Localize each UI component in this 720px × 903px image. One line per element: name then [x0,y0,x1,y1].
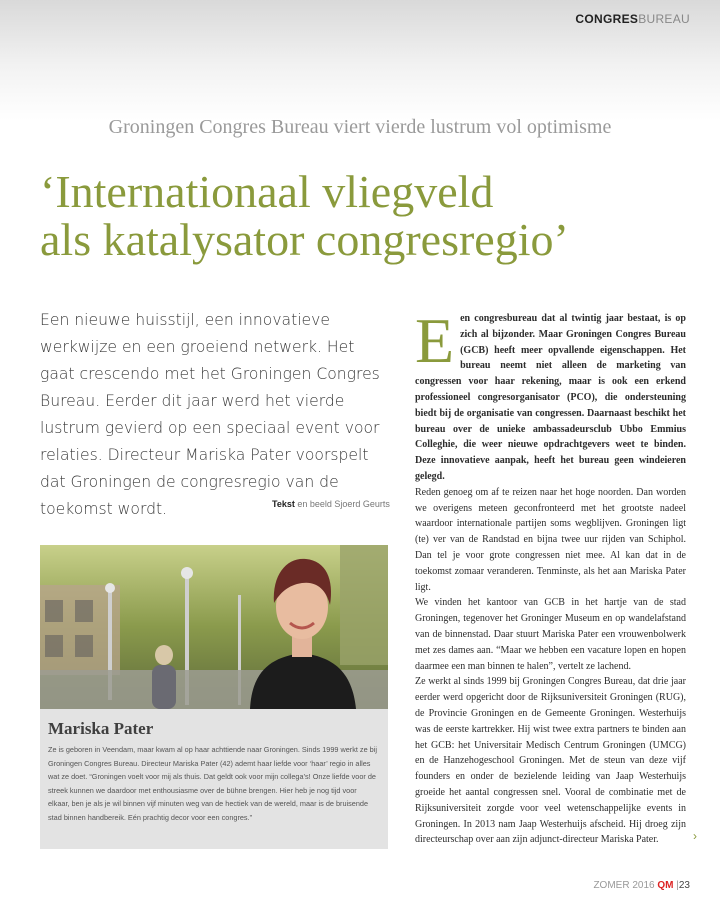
article-column [415,305,686,848]
brand-part2: BUREAU [638,12,690,26]
page-number: 23 [678,880,690,891]
brand-logo [575,12,690,26]
magazine-logo [657,880,673,891]
portrait-illustration [40,545,388,709]
caption-text: Ze is geboren in Veendam, maar kwam al op haar achttiende naar Groningen. Sinds 1999 werkt ze bij Groningen Congres Bureau. Directeur Mariska Pater (42) ademt haar liefde voor ‘haar’ regio in alles wat ze doet. “Groningen voelt voor mij als thuis. Dat geldt ook voor mijn collega’s! Onze liefde voor de streek kunnen we daardoor met enthousiasme over de bühne brengen. Hier heb je nog tijd voor elkaar, ben je als je wil binnen vijf minuten weg van de hectiek van de wereld, maar is de bruisende stad binnen handbereik. Eén prachtig decor voor een congres.” [48,745,377,822]
headline [40,168,700,264]
lead-text: en congresbureau dat al twintig jaar bestaat, is op zich al bijzonder. Maar Groningen Congres Bureau (GCB) heeft meer opvallende eigenschappen. Het bureau neemt niet alleen de marketing van congressen voor haar rekening, maar is ook een erkend professioneel congresorganisator (PCO), die ondersteuning biedt bij de organisatie van congressen. Daarnaast beschikt het bureau over de unieke ambassadeursclub Ubbo Emmius Colleghie, die weer nieuwe opdrachtgevers weet te binden. Deze innovatieve aanpak, heeft het bureau geen windeieren gelegd. [415,313,686,482]
headline-line1: ‘Internationaal vliegveld [40,166,494,217]
credit-label: Tekst [272,499,295,509]
article-paragraph-1: Reden genoeg om af te reizen naar het hoge noorden. Dan worden we overigens meteen geconfronteerd met het grootste nadeel waardoor internationale partijen soms wegblijven. Groningen ligt (te) ver van de Randstad en bijna twee uur rijden van Schiphol. Dan tel je voor grote congressen niet mee. Al kan dat in de toekomst zomaar veranderen. Tenminste, als het aan Mariska Pater ligt. [415,486,686,593]
intro-paragraph: Een nieuwe huisstijl, een innovatieve werkwijze en een groeiend netwerk. Het gaat crescendo met het Groningen Congres Bureau. Eerder dit jaar werd het vierde lustrum gevierd op een speciaal event voor relaties. Directeur Mariska Pater voorspelt dat Groningen de congresregio van de toekomst wordt. [40,311,380,518]
credit-text: en beeld Sjoerd Geurts [294,499,390,509]
brand-part1: CONGRES [575,12,639,26]
lead-paragraph [415,305,686,485]
article-paragraph-3: Ze werkt al sinds 1999 bij Groningen Congres Bureau, dat drie jaar eerder werd opgericht door de Rijksuniversiteit Groningen (RUG), de Provincie Groningen en de Gemeente Groningen. Westerhuijs was de eerste kartrekker. Hij wist twee extra partners te binden aan het GCB: het Universitair Medisch Centrum Groningen (UMCG) en de Hanzehogeschool Groningen. Met de steun van deze vijf founders en onder de bezielende leiding van Jaap Westerhuijs groeide het aantal congressen snel. Vooral de combinatie met de Rijksuniversiteit zorgde voor veel wetenschappelijke events in Groningen. In 2013 nam Jaap Westerhuijs afscheid. Hij droeg zijn directeurschap over aan zijn adjunct-directeur Mariska Pater. [415,676,686,846]
continue-arrow-icon: › [693,829,697,843]
photo-credit [272,499,390,509]
caption-name: Mariska Pater [48,719,154,738]
headline-line2: als katalysator congresregio’ [40,214,569,265]
photo-caption [40,709,388,849]
page-footer: ZOMER 2016 QM |23 [593,880,690,891]
logo-q: Q [657,880,666,891]
portrait-photo [40,545,388,709]
logo-m: M [665,880,674,891]
kicker: Groningen Congres Bureau viert vierde lustrum vol optimisme [108,116,612,138]
issue-label: ZOMER 2016 [593,880,655,891]
article-paragraph-2: We vinden het kantoor van GCB in het hartje van de stad Groningen, tegenover het Groninger Museum en op wandelafstand van de binnenstad. Daar stuurt Mariska Pater een vrouwenbolwerk met zes dames aan. “Maar we hebben een vacature lopen en hopen daarmee een man binnen te halen”, vertelt ze lachend. [415,597,686,672]
dropcap: E [415,305,455,376]
